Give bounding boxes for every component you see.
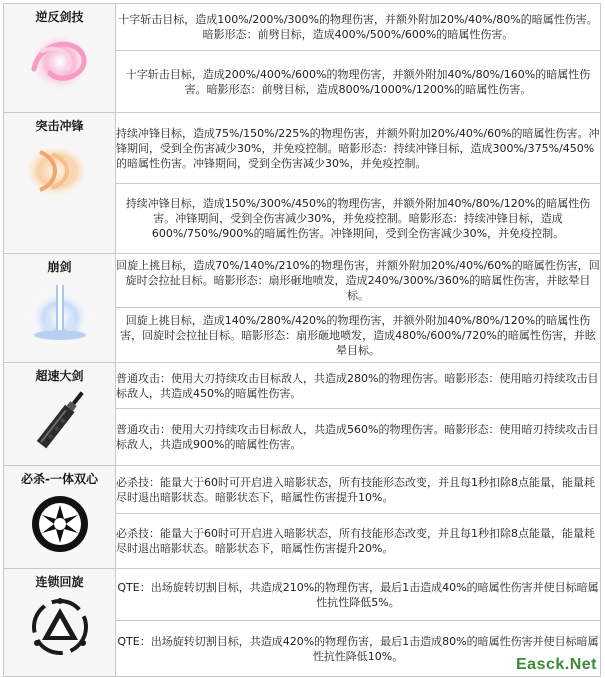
skill-row — [4, 4, 601, 51]
skill-name: 连锁回旋 — [35, 575, 84, 589]
skill-row — [4, 466, 601, 514]
skill-row — [4, 113, 601, 184]
skill-name: 超速大剑 — [35, 369, 84, 383]
skill-name-cell — [4, 254, 116, 363]
skill-desc-normal: 十字斩击目标，造成100%/200%/300%的物理伤害，并额外附加20%/40%/80%的暗属性伤害。暗影形态：前劈目标，造成400%/500%/600%的暗属性伤害。 — [116, 4, 601, 51]
skill-row — [4, 569, 601, 621]
skill-desc-awakened: 十字斩击目标，造成200%/400%/600%的物理伤害，并额外附加40%/80%/160%的暗属性伤害。暗影形态：前劈目标，造成800%/1000%/1200%的暗属性伤害。 — [116, 51, 601, 113]
site-watermark: Easck.Net — [516, 656, 597, 673]
skill-table — [3, 3, 601, 677]
skill-desc-awakened: 回旋上挑目标，造成140%/280%/420%的物理伤害，并额外附加40%/80%/120%的暗属性伤害，回旋时会拉扯目标。暗影形态：扇形砸地喷发，造成480%/600%/720%的暗属性伤害，并眩晕目标。 — [116, 308, 601, 363]
triangle-orbit-icon — [20, 594, 100, 660]
skill-row — [4, 363, 601, 409]
skill-name-cell — [4, 4, 116, 113]
skill-name: 必杀-一体双心 — [21, 472, 98, 486]
skill-name-cell — [4, 113, 116, 254]
skill-desc-normal: QTE：出场旋转切割目标，共造成210%的物理伤害，最后1击造成40%的暗属性伤害并使目标暗属性抗性降低5%。 — [116, 569, 601, 621]
skill-desc-normal: 必杀技：能量大于60时可开启进入暗影状态，所有技能形态改变，并且每1秒扣除8点能量，能量耗尽时退出暗影状态。暗影状态下，暗属性伤害提升10%。 — [116, 466, 601, 514]
skill-desc-awakened: 持续冲锋目标，造成150%/300%/450%的物理伤害，并额外附加40%/80%/120%的暗属性伤害。冲锋期间，受到全伤害减少30%，并免疫控制。暗影形态：持续冲锋目标，造成600%/750%/900%的暗属性伤害。冲锋期间，受到全伤害减少30%，并免疫控制。 — [116, 184, 601, 254]
orange-dash-icon — [20, 138, 100, 204]
greatsword-icon — [20, 388, 100, 454]
skill-desc-normal: 回旋上挑目标，造成70%/140%/210%的物理伤害，并额外附加20%/40%/60%的暗属性伤害，回旋时会拉扯目标。暗影形态：扇形砸地喷发，造成240%/300%/360%的暗属性伤害，并眩晕目标。 — [116, 254, 601, 308]
skill-name: 崩剑 — [47, 260, 72, 274]
skill-name: 逆反剑技 — [35, 10, 84, 24]
skill-name-cell — [4, 466, 116, 569]
skill-desc-normal: 普通攻击：使用大刃持续攻击目标敌人，共造成280%的物理伤害。暗影形态：使用暗刃持续攻击目标敌人，共造成450%的暗属性伤害。 — [116, 363, 601, 409]
skill-row — [4, 254, 601, 308]
blue-sword-icon — [20, 279, 100, 345]
pink-swirl-icon — [20, 29, 100, 95]
skill-desc-awakened: 普通攻击：使用大刃持续攻击目标敌人，共造成560%的物理伤害。暗影形态：使用暗刃持续攻击目标敌人，共造成900%的暗属性伤害。 — [116, 409, 601, 466]
burst-emblem-icon — [20, 491, 100, 557]
skill-desc-awakened: QTE：出场旋转切割目标，共造成420%的物理伤害，最后1击造成80%的暗属性伤害并使目标暗属性抗性降低10%。 — [116, 621, 601, 677]
skill-name-cell — [4, 363, 116, 466]
skill-name-cell — [4, 569, 116, 677]
skill-desc-normal: 持续冲锋目标，造成75%/150%/225%的物理伤害，并额外附加20%/40%/60%的暗属性伤害。冲锋期间，受到全伤害减少30%，并免疫控制。暗影形态：持续冲锋目标，造成300%/375%/450%的暗属性伤害。冲锋期间，受到全伤害减少30%，并免疫控制。 — [116, 113, 601, 184]
skill-desc-awakened: 必杀技：能量大于60时可开启进入暗影状态，所有技能形态改变，并且每1秒扣除8点能量，能量耗尽时退出暗影状态。暗影状态下，暗属性伤害提升20%。 — [116, 514, 601, 569]
skill-name: 突击冲锋 — [35, 119, 84, 133]
